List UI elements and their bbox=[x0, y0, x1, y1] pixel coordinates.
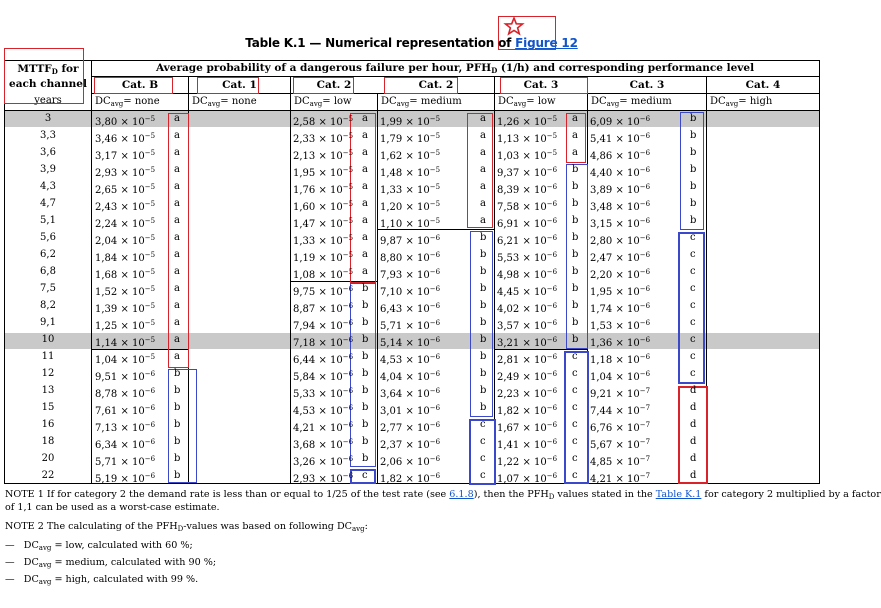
pfh-value: $2,65 \times 10^{-5}$ bbox=[95, 183, 156, 196]
performance-level: d bbox=[690, 419, 697, 430]
pfh-value: $2,13 \times 10^{-5}$ bbox=[293, 149, 354, 162]
performance-level: b bbox=[480, 232, 487, 243]
pfh-value: $1,22 \times 10^{-6}$ bbox=[497, 455, 558, 468]
pfh-value: $5,41 \times 10^{-6}$ bbox=[590, 132, 651, 145]
mttf-year: 16 bbox=[41, 419, 55, 430]
pfh-value: $1,99 \times 10^{-5}$ bbox=[380, 115, 441, 128]
performance-level: a bbox=[174, 147, 180, 158]
category-header: Cat. 2 bbox=[418, 79, 454, 91]
pfh-value: $1,07 \times 10^{-6}$ bbox=[497, 472, 558, 485]
performance-level: c bbox=[362, 470, 368, 481]
mttf-year: 7,5 bbox=[40, 283, 56, 294]
performance-level: a bbox=[362, 232, 368, 243]
pfh-value: $7,94 \times 10^{-6}$ bbox=[293, 319, 354, 332]
performance-level: a bbox=[572, 147, 578, 158]
pfh-value: $1,19 \times 10^{-5}$ bbox=[293, 251, 354, 264]
performance-level: a bbox=[480, 113, 486, 124]
pfh-value: $5,19 \times 10^{-6}$ bbox=[95, 472, 156, 485]
table-k1-link[interactable]: Table K.1 bbox=[655, 489, 702, 500]
pfh-value: $4,21 \times 10^{-6}$ bbox=[293, 421, 354, 434]
pfh-value: $1,76 \times 10^{-5}$ bbox=[293, 183, 354, 196]
performance-level: b bbox=[480, 334, 487, 345]
performance-level: c bbox=[480, 470, 486, 481]
pfh-value: $4,21 \times 10^{-7}$ bbox=[590, 472, 651, 485]
performance-level: c bbox=[480, 436, 486, 447]
performance-level: b bbox=[480, 300, 487, 311]
performance-level: b bbox=[690, 198, 697, 209]
pfh-value: $1,67 \times 10^{-6}$ bbox=[497, 421, 558, 434]
dc-header: $DC_{avg}=$ high bbox=[710, 96, 773, 108]
performance-level: b bbox=[362, 368, 369, 379]
mttf-header-line2: each channel bbox=[9, 78, 87, 90]
performance-level: a bbox=[174, 232, 180, 243]
performance-level: a bbox=[174, 300, 180, 311]
performance-level: a bbox=[480, 198, 486, 209]
pfh-value: $1,95 \times 10^{-6}$ bbox=[590, 285, 651, 298]
performance-level: b bbox=[362, 419, 369, 430]
performance-level: c bbox=[572, 351, 578, 362]
pfh-value: $5,84 \times 10^{-6}$ bbox=[293, 370, 354, 383]
pfh-value: $8,39 \times 10^{-6}$ bbox=[497, 183, 558, 196]
col-divider-4 bbox=[377, 93, 378, 484]
cat2-low-annotation-box bbox=[293, 77, 354, 94]
performance-level: a bbox=[174, 130, 180, 141]
performance-level: b bbox=[480, 385, 487, 396]
pfh-value: $2,58 \times 10^{-5}$ bbox=[293, 115, 354, 128]
performance-level: a bbox=[480, 181, 486, 192]
performance-level: d bbox=[690, 453, 697, 464]
pfh-value: $7,18 \times 10^{-6}$ bbox=[293, 336, 354, 349]
pfh-value: $1,84 \times 10^{-5}$ bbox=[95, 251, 156, 264]
performance-level: b bbox=[362, 283, 369, 294]
mttf-header: $MTTF_D$ for bbox=[17, 63, 79, 76]
performance-level: b bbox=[572, 300, 579, 311]
category-header: Cat. 3 bbox=[523, 79, 559, 91]
performance-level: d bbox=[690, 470, 697, 481]
performance-level: a bbox=[174, 351, 180, 362]
pfh-value: $1,13 \times 10^{-5}$ bbox=[497, 132, 558, 145]
pfh-value: $1,20 \times 10^{-5}$ bbox=[380, 200, 441, 213]
performance-level: b bbox=[572, 164, 579, 175]
pfh-value: $1,14 \times 10^{-5}$ bbox=[95, 336, 156, 349]
performance-level: d bbox=[690, 436, 697, 447]
performance-level: b bbox=[480, 249, 487, 260]
performance-level: a bbox=[362, 181, 368, 192]
mttf-year: 3 bbox=[44, 113, 52, 124]
pfh-value: $4,53 \times 10^{-6}$ bbox=[380, 353, 441, 366]
dc-header: $DC_{avg}=$ low bbox=[498, 96, 556, 108]
mttf-annotation-box bbox=[4, 48, 84, 104]
performance-level: b bbox=[572, 249, 579, 260]
performance-level: c bbox=[690, 249, 696, 260]
dc-header: $DC_{avg}=$ medium bbox=[381, 96, 462, 108]
pfh-value: $4,86 \times 10^{-6}$ bbox=[590, 149, 651, 162]
performance-level: a bbox=[362, 130, 368, 141]
performance-level: b bbox=[480, 266, 487, 277]
pfh-value: $1,82 \times 10^{-6}$ bbox=[497, 404, 558, 417]
mttf-year: 4,3 bbox=[40, 181, 56, 192]
performance-level: c bbox=[480, 419, 486, 430]
cat3-low-annotation-box bbox=[500, 77, 588, 94]
pfh-value: $4,40 \times 10^{-6}$ bbox=[590, 166, 651, 179]
pfh-value: $1,95 \times 10^{-5}$ bbox=[293, 166, 354, 179]
performance-level: b bbox=[480, 283, 487, 294]
performance-level: c bbox=[690, 300, 696, 311]
performance-level: a bbox=[572, 113, 578, 124]
years-label: years bbox=[34, 95, 62, 106]
performance-level: a bbox=[362, 164, 368, 175]
performance-level: a bbox=[480, 164, 486, 175]
performance-level: d bbox=[690, 402, 697, 413]
performance-level: b bbox=[174, 436, 181, 447]
performance-level: c bbox=[690, 317, 696, 328]
performance-level: a bbox=[480, 147, 486, 158]
pfh-value: $1,04 \times 10^{-6}$ bbox=[590, 370, 651, 383]
pfh-value: $2,47 \times 10^{-6}$ bbox=[590, 251, 651, 264]
pfh-value: $1,62 \times 10^{-5}$ bbox=[380, 149, 441, 162]
table-title bbox=[0, 36, 823, 50]
performance-level: b bbox=[362, 453, 369, 464]
catb-annotation-box bbox=[94, 77, 173, 94]
note-2: NOTE 2 The calculating of the $PFH_D$-values was based on following $DC_{avg}$: bbox=[5, 521, 368, 533]
performance-level: b bbox=[690, 113, 697, 124]
performance-level: c bbox=[572, 436, 578, 447]
pfh-value: $2,37 \times 10^{-6}$ bbox=[380, 438, 441, 451]
performance-level: a bbox=[362, 266, 368, 277]
pfh-value: $3,68 \times 10^{-6}$ bbox=[293, 438, 354, 451]
pfh-value: $6,91 \times 10^{-6}$ bbox=[497, 217, 558, 230]
pfh-value: $4,85 \times 10^{-7}$ bbox=[590, 455, 651, 468]
pfh-value: $3,01 \times 10^{-6}$ bbox=[380, 404, 441, 417]
performance-level: c bbox=[690, 351, 696, 362]
performance-level: b bbox=[362, 351, 369, 362]
performance-level: d bbox=[690, 385, 697, 396]
category-header: Cat. B bbox=[121, 79, 159, 91]
mttf-year: 3,9 bbox=[40, 164, 56, 175]
pfh-value: $3,80 \times 10^{-5}$ bbox=[95, 115, 156, 128]
mttf-year: 13 bbox=[41, 385, 55, 396]
pfh-value: $1,08 \times 10^{-5}$ bbox=[293, 268, 354, 281]
performance-level: b bbox=[572, 283, 579, 294]
category-header: Cat. 2 bbox=[316, 79, 352, 91]
performance-level: a bbox=[174, 215, 180, 226]
mttf-year: 5,6 bbox=[40, 232, 56, 243]
pfh-value: $5,14 \times 10^{-6}$ bbox=[380, 336, 441, 349]
pfh-value: $7,93 \times 10^{-6}$ bbox=[380, 268, 441, 281]
performance-level: b bbox=[572, 215, 579, 226]
pfh-value: $1,18 \times 10^{-6}$ bbox=[590, 353, 651, 366]
performance-level: b bbox=[480, 368, 487, 379]
pfh-value: $9,37 \times 10^{-6}$ bbox=[497, 166, 558, 179]
pfh-value: $1,04 \times 10^{-5}$ bbox=[95, 353, 156, 366]
pfh-value: $6,34 \times 10^{-6}$ bbox=[95, 438, 156, 451]
pfh-value: $1,33 \times 10^{-5}$ bbox=[293, 234, 354, 247]
performance-level: b bbox=[174, 385, 181, 396]
performance-level: b bbox=[690, 130, 697, 141]
section-6-1-8-link[interactable]: 6.1.8 bbox=[449, 489, 474, 500]
pfh-value: $1,79 \times 10^{-5}$ bbox=[380, 132, 441, 145]
pfh-value: $1,47 \times 10^{-5}$ bbox=[293, 217, 354, 230]
pfh-value: $1,10 \times 10^{-5}$ bbox=[380, 217, 441, 230]
performance-level: b bbox=[690, 147, 697, 158]
pfh-value: $3,15 \times 10^{-6}$ bbox=[590, 217, 651, 230]
dc-header: $DC_{avg}=$ none bbox=[95, 96, 160, 108]
pfh-value: $2,81 \times 10^{-6}$ bbox=[497, 353, 558, 366]
performance-level: b bbox=[690, 215, 697, 226]
performance-level: c bbox=[572, 453, 578, 464]
performance-level: c bbox=[572, 402, 578, 413]
pfh-value: $6,21 \times 10^{-6}$ bbox=[497, 234, 558, 247]
performance-level: a bbox=[174, 283, 180, 294]
pfh-value: $7,44 \times 10^{-7}$ bbox=[590, 404, 651, 417]
pfh-value: $1,82 \times 10^{-6}$ bbox=[380, 472, 441, 485]
pfh-value: $5,33 \times 10^{-6}$ bbox=[293, 387, 354, 400]
note-1: NOTE 1 If for category 2 the demand rate is less than or equal to 1/25 of the test rate (see 6.1.8), then the $PFH_D$ values stated in the Table K.1 for category 2 multiplied by a factor bbox=[5, 489, 881, 501]
performance-level: b bbox=[572, 181, 579, 192]
performance-level: c bbox=[572, 385, 578, 396]
performance-level: a bbox=[362, 249, 368, 260]
pfh-value: $7,61 \times 10^{-6}$ bbox=[95, 404, 156, 417]
performance-level: c bbox=[690, 334, 696, 345]
performance-level: a bbox=[174, 266, 180, 277]
performance-level: b bbox=[174, 402, 181, 413]
performance-level: c bbox=[572, 419, 578, 430]
performance-level: b bbox=[362, 402, 369, 413]
pfh-value: $2,24 \times 10^{-5}$ bbox=[95, 217, 156, 230]
star-icon[interactable] bbox=[504, 17, 524, 35]
performance-level: c bbox=[572, 470, 578, 481]
pfh-value: $4,53 \times 10^{-6}$ bbox=[293, 404, 354, 417]
mttf-year: 20 bbox=[41, 453, 55, 464]
col-divider-3 bbox=[290, 76, 291, 484]
mttf-year: 5,1 bbox=[40, 215, 56, 226]
performance-level: b bbox=[480, 402, 487, 413]
pfh-value: $6,76 \times 10^{-7}$ bbox=[590, 421, 651, 434]
pfh-value: $4,04 \times 10^{-6}$ bbox=[380, 370, 441, 383]
performance-level: c bbox=[690, 283, 696, 294]
pfh-value: $7,13 \times 10^{-6}$ bbox=[95, 421, 156, 434]
category-header: Cat. 4 bbox=[745, 79, 781, 91]
pfh-value: $1,68 \times 10^{-5}$ bbox=[95, 268, 156, 281]
performance-level: b bbox=[174, 419, 181, 430]
pfh-value: $2,80 \times 10^{-6}$ bbox=[590, 234, 651, 247]
pfh-value: $7,58 \times 10^{-6}$ bbox=[497, 200, 558, 213]
performance-level: a bbox=[174, 181, 180, 192]
pfh-value: $1,48 \times 10^{-5}$ bbox=[380, 166, 441, 179]
dc-header: $DC_{avg}=$ none bbox=[192, 96, 257, 108]
pfh-value: $7,10 \times 10^{-6}$ bbox=[380, 285, 441, 298]
cat2-med-annotation-box bbox=[384, 77, 458, 94]
pfh-value: $2,06 \times 10^{-6}$ bbox=[380, 455, 441, 468]
pfh-caption: Average probability of a dangerous failure per hour, $PFH_D$ (1/h) and corresponding performance level bbox=[155, 62, 755, 75]
pfh-value: $1,41 \times 10^{-6}$ bbox=[497, 438, 558, 451]
performance-level: c bbox=[480, 453, 486, 464]
table-title-text: Table K.1 — Numerical representation of bbox=[245, 36, 516, 50]
performance-level: a bbox=[572, 130, 578, 141]
note-item-high: — $DC_{avg}$ = high, calculated with 99 %. bbox=[5, 574, 199, 586]
pfh-value: $3,26 \times 10^{-6}$ bbox=[293, 455, 354, 468]
mttf-year: 9,1 bbox=[40, 317, 56, 328]
pfh-value: $3,89 \times 10^{-6}$ bbox=[590, 183, 651, 196]
mttf-year: 6,8 bbox=[40, 266, 56, 277]
performance-level: b bbox=[572, 317, 579, 328]
dc-header: $DC_{avg}=$ low bbox=[294, 96, 352, 108]
pfh-value: $2,49 \times 10^{-6}$ bbox=[497, 370, 558, 383]
mttf-year: 6,2 bbox=[40, 249, 56, 260]
pfh-value: $6,09 \times 10^{-6}$ bbox=[590, 115, 651, 128]
performance-level: a bbox=[480, 130, 486, 141]
performance-level: b bbox=[174, 368, 181, 379]
pfh-value: $5,67 \times 10^{-7}$ bbox=[590, 438, 651, 451]
pfh-value: $2,93 \times 10^{-6}$ bbox=[293, 472, 354, 485]
category-header: Cat. 3 bbox=[629, 79, 665, 91]
mttf-year: 12 bbox=[41, 368, 55, 379]
performance-level: a bbox=[174, 334, 180, 345]
pfh-value: $8,80 \times 10^{-6}$ bbox=[380, 251, 441, 264]
pfh-value: $4,98 \times 10^{-6}$ bbox=[497, 268, 558, 281]
performance-level: c bbox=[690, 232, 696, 243]
performance-level: c bbox=[690, 368, 696, 379]
performance-level: a bbox=[362, 198, 368, 209]
pfh-value: $4,45 \times 10^{-6}$ bbox=[497, 285, 558, 298]
performance-level: a bbox=[362, 215, 368, 226]
performance-level: b bbox=[480, 351, 487, 362]
performance-level: b bbox=[174, 453, 181, 464]
pfh-value: $1,60 \times 10^{-5}$ bbox=[293, 200, 354, 213]
performance-level: a bbox=[174, 113, 180, 124]
pfh-value: $4,02 \times 10^{-6}$ bbox=[497, 302, 558, 315]
performance-level: b bbox=[572, 266, 579, 277]
performance-level: a bbox=[362, 147, 368, 158]
performance-level: b bbox=[362, 317, 369, 328]
pfh-value: $1,52 \times 10^{-5}$ bbox=[95, 285, 156, 298]
pfh-value: $5,71 \times 10^{-6}$ bbox=[380, 319, 441, 332]
performance-level: c bbox=[572, 368, 578, 379]
pfh-value: $5,71 \times 10^{-6}$ bbox=[95, 455, 156, 468]
pfh-value: $9,87 \times 10^{-6}$ bbox=[380, 234, 441, 247]
performance-level: a bbox=[174, 249, 180, 260]
mttf-year: 11 bbox=[41, 351, 55, 362]
mttf-year: 3,6 bbox=[40, 147, 56, 158]
performance-level: b bbox=[362, 385, 369, 396]
catb-pl-b-box bbox=[168, 369, 197, 483]
pfh-value: $5,53 \times 10^{-6}$ bbox=[497, 251, 558, 264]
performance-level: b bbox=[572, 232, 579, 243]
pfh-value: $1,25 \times 10^{-5}$ bbox=[95, 319, 156, 332]
performance-level: b bbox=[690, 181, 697, 192]
pfh-value: $9,75 \times 10^{-6}$ bbox=[293, 285, 354, 298]
performance-level: b bbox=[480, 317, 487, 328]
performance-level: b bbox=[362, 300, 369, 311]
pfh-value: $1,39 \times 10^{-5}$ bbox=[95, 302, 156, 315]
pfh-value: $3,17 \times 10^{-5}$ bbox=[95, 149, 156, 162]
pfh-value: $1,03 \times 10^{-5}$ bbox=[497, 149, 558, 162]
performance-level: a bbox=[362, 113, 368, 124]
mttf-year: 4,7 bbox=[40, 198, 56, 209]
pfh-value: $2,93 \times 10^{-5}$ bbox=[95, 166, 156, 179]
performance-level: b bbox=[572, 198, 579, 209]
pfh-value: $6,43 \times 10^{-6}$ bbox=[380, 302, 441, 315]
performance-level: b bbox=[362, 436, 369, 447]
pfh-value: $1,33 \times 10^{-5}$ bbox=[380, 183, 441, 196]
note-item-medium: — $DC_{avg}$ = medium, calculated with 90 %; bbox=[5, 557, 217, 569]
figure-12-link[interactable]: Figure 12 bbox=[515, 36, 578, 50]
cat1-annotation-box bbox=[197, 77, 259, 94]
performance-level: b bbox=[174, 470, 181, 481]
pfh-value: $6,44 \times 10^{-6}$ bbox=[293, 353, 354, 366]
mttf-year: 8,2 bbox=[40, 300, 56, 311]
performance-level: a bbox=[174, 198, 180, 209]
pfh-value: $1,36 \times 10^{-6}$ bbox=[590, 336, 651, 349]
col-divider-1 bbox=[91, 60, 92, 484]
pfh-value: $2,04 \times 10^{-5}$ bbox=[95, 234, 156, 247]
note-1-line-2: of 1,1 can be used as a worst-case estimate. bbox=[5, 502, 220, 513]
performance-level: a bbox=[174, 317, 180, 328]
pfh-value: $2,33 \times 10^{-5}$ bbox=[293, 132, 354, 145]
pfh-value: $3,46 \times 10^{-5}$ bbox=[95, 132, 156, 145]
pfh-value: $1,74 \times 10^{-6}$ bbox=[590, 302, 651, 315]
dc-header: $DC_{avg}=$ medium bbox=[591, 96, 672, 108]
performance-level: b bbox=[690, 164, 697, 175]
pfh-value: $9,21 \times 10^{-7}$ bbox=[590, 387, 651, 400]
pfh-value: $3,21 \times 10^{-6}$ bbox=[497, 336, 558, 349]
pfh-value: $9,51 \times 10^{-6}$ bbox=[95, 370, 156, 383]
mttf-year: 10 bbox=[41, 334, 55, 345]
mttf-year: 22 bbox=[41, 470, 55, 481]
pfh-value: $2,43 \times 10^{-5}$ bbox=[95, 200, 156, 213]
pfh-value: $2,77 \times 10^{-6}$ bbox=[380, 421, 441, 434]
category-header: Cat. 1 bbox=[222, 79, 257, 91]
pfh-value: $1,53 \times 10^{-6}$ bbox=[590, 319, 651, 332]
pfh-value: $8,87 \times 10^{-6}$ bbox=[293, 302, 354, 315]
performance-level: a bbox=[174, 164, 180, 175]
pfh-value: $2,20 \times 10^{-6}$ bbox=[590, 268, 651, 281]
pfh-value: $3,57 \times 10^{-6}$ bbox=[497, 319, 558, 332]
performance-level: a bbox=[480, 215, 486, 226]
mttf-year: 18 bbox=[41, 436, 55, 447]
note-item-low: — $DC_{avg}$ = low, calculated with 60 %; bbox=[5, 540, 193, 552]
mttf-year: 3,3 bbox=[40, 130, 56, 141]
pfh-value: $3,64 \times 10^{-6}$ bbox=[380, 387, 441, 400]
pfh-value: $3,48 \times 10^{-6}$ bbox=[590, 200, 651, 213]
performance-level: b bbox=[362, 334, 369, 345]
pfh-value: $8,78 \times 10^{-6}$ bbox=[95, 387, 156, 400]
pfh-value: $1,26 \times 10^{-5}$ bbox=[497, 115, 558, 128]
performance-level: b bbox=[572, 334, 579, 345]
performance-level: c bbox=[690, 266, 696, 277]
mttf-year: 15 bbox=[41, 402, 55, 413]
pfh-value: $2,23 \times 10^{-6}$ bbox=[497, 387, 558, 400]
